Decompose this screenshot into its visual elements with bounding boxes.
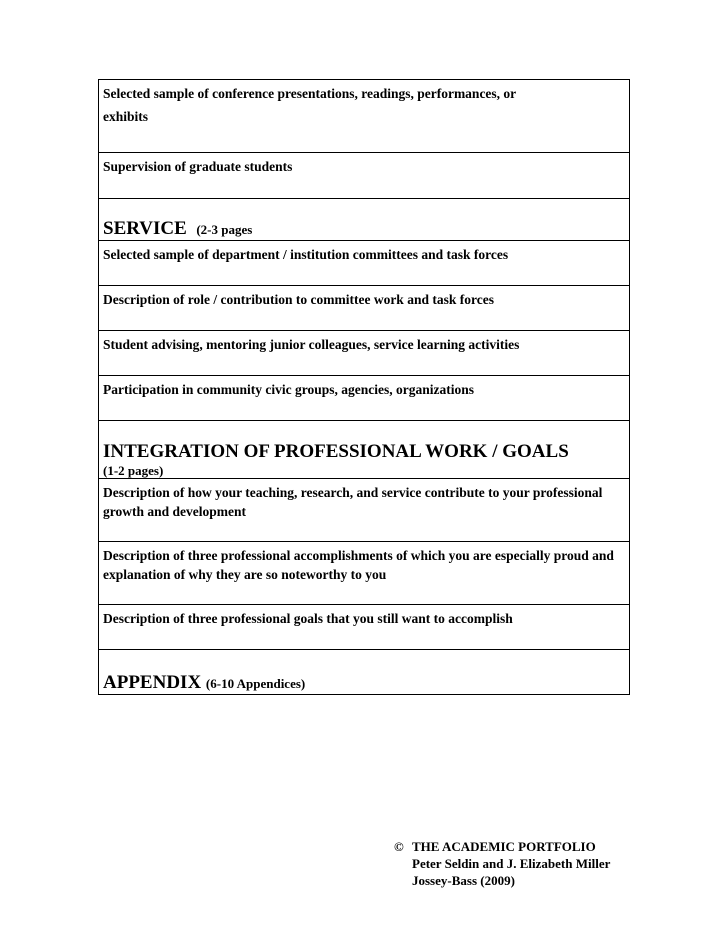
book-authors: Peter Seldin and J. Elizabeth Miller bbox=[412, 856, 611, 871]
copyright-symbol: © bbox=[394, 839, 404, 854]
row-text-continued: exhibits bbox=[103, 109, 149, 124]
table-row bbox=[99, 331, 629, 376]
section-page-range: (1-2 pages) bbox=[103, 463, 164, 478]
row-text: Description of three professional goals that you still want to accomplish bbox=[103, 611, 513, 626]
section-title: INTEGRATION OF PROFESSIONAL WORK / GOALS bbox=[103, 441, 569, 462]
table-row bbox=[99, 241, 629, 286]
table-row bbox=[99, 542, 629, 605]
table-row bbox=[99, 153, 629, 199]
section-heading-integration bbox=[99, 421, 629, 479]
table-row bbox=[99, 376, 629, 421]
book-title: THE ACADEMIC PORTFOLIO bbox=[412, 839, 596, 854]
table-row bbox=[99, 479, 629, 542]
section-page-range: (6-10 Appendices) bbox=[205, 676, 306, 691]
row-text: Student advising, mentoring junior colleagues, service learning activities bbox=[103, 337, 520, 352]
row-text: Description of role / contribution to committee work and task forces bbox=[103, 292, 494, 307]
book-publisher: Jossey-Bass (2009) bbox=[412, 873, 515, 888]
row-text: Participation in community civic groups, agencies, organizations bbox=[103, 382, 474, 397]
section-title: APPENDIX bbox=[103, 672, 202, 693]
row-text: Description of how your teaching, research, and service contribute to your professional growth and development bbox=[103, 485, 603, 519]
copyright-footer bbox=[394, 838, 610, 889]
section-title: SERVICE bbox=[103, 218, 187, 239]
portfolio-outline-table bbox=[98, 79, 630, 695]
row-text: Description of three professional accomplishments of which you are especially proud and explanation of why they are so noteworthy to you bbox=[103, 548, 614, 582]
section-page-range: (2-3 pages bbox=[196, 222, 253, 237]
table-row bbox=[99, 286, 629, 331]
row-text: Selected sample of department / institution committees and task forces bbox=[103, 247, 509, 262]
section-heading-appendix bbox=[99, 650, 629, 694]
row-text: Selected sample of conference presentations, readings, performances, or bbox=[103, 86, 517, 101]
table-row bbox=[99, 605, 629, 650]
section-heading-service bbox=[99, 199, 629, 241]
table-row bbox=[99, 80, 629, 153]
row-text: Supervision of graduate students bbox=[103, 159, 293, 174]
